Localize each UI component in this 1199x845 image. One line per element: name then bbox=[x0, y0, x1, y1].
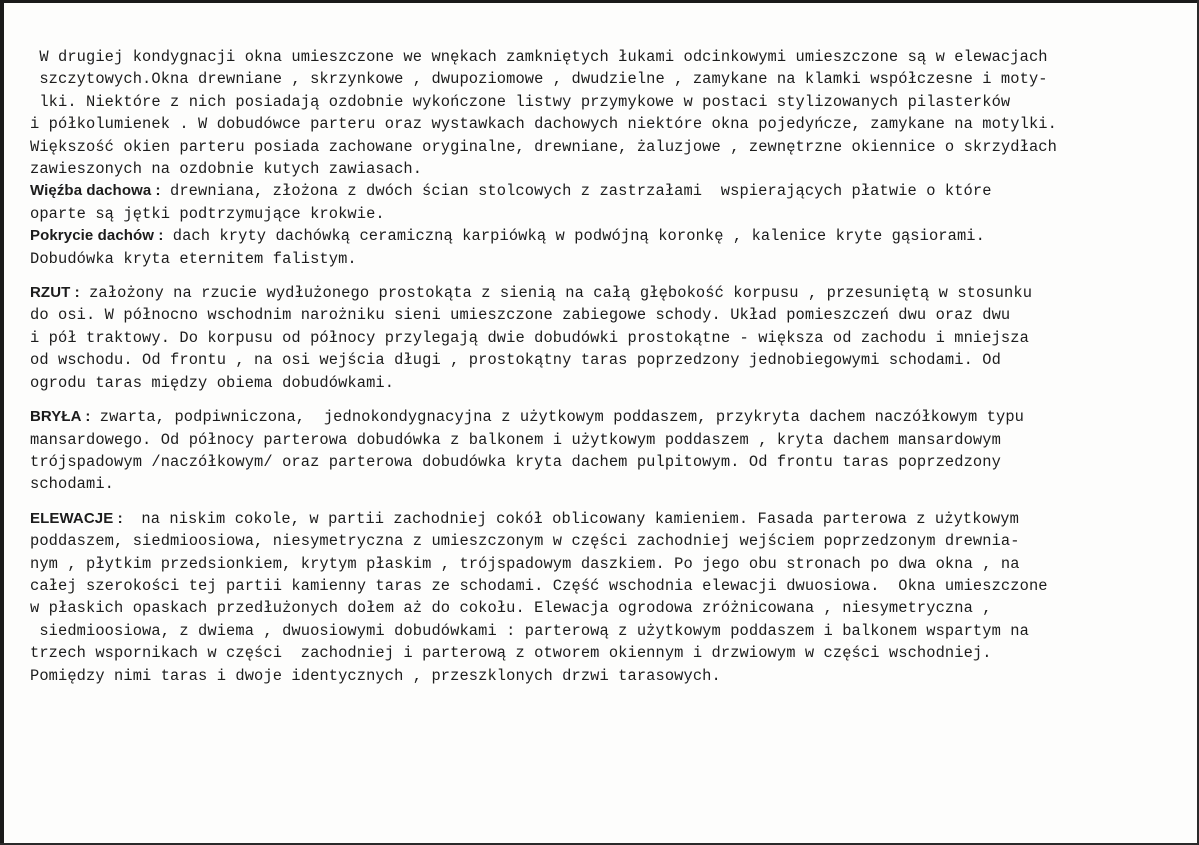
text-line: w płaskich opaskach przedłużonych dołem aż do cokołu. Elewacja ogrodowa zróżnicowana , niesymetryczna , bbox=[30, 599, 992, 618]
paragraph-windows bbox=[30, 46, 1180, 180]
section-heading-roofing: Pokrycie dachów : bbox=[30, 227, 164, 245]
text-line: do osi. W północno wschodnim narożniku sieni umieszczone zabiegowe schody. Układ pomieszczeń dwu oraz dwu bbox=[30, 306, 1011, 325]
text-line: Większość okien parteru posiada zachowane oryginalne, drewniane, żaluzjowe , zewnętrzne okiennice o skrzydłach bbox=[30, 137, 1057, 156]
text-line: siedmioosiowa, z dwiema , dwuosiowymi dobudówkami : parterową z użytkowym poddaszem i balkonem wspartym na bbox=[30, 621, 1029, 640]
text-line bbox=[30, 508, 1180, 530]
paragraph-roof-truss bbox=[30, 180, 1180, 225]
spacer bbox=[30, 270, 1180, 282]
text-line: całej szerokości tej partii kamienny taras ze schodami. Część wschodnia elewacji dwuosiowa. Okna umieszczone bbox=[30, 576, 1048, 595]
spacer bbox=[30, 394, 1180, 406]
text-line: Pomiędzy nimi taras i dwoje identycznych , przeszklonych drzwi tarasowych. bbox=[30, 666, 721, 685]
scan-border-top bbox=[0, 0, 1199, 3]
text-line: ogrodu taras między obiema dobudówkami. bbox=[30, 373, 395, 392]
text-line bbox=[30, 282, 1180, 304]
text-line bbox=[30, 406, 1180, 428]
text-run: zwarta, podpiwniczona, jednokondygnacyjna z użytkowym poddaszem, przykryta dachem naczółkowym typu bbox=[90, 408, 1025, 427]
text-run: na niskim cokole, w partii zachodniej cokół oblicowany kamieniem. Fasada parterowa z użytkowym bbox=[122, 509, 1019, 528]
section-heading-elevations: ELEWACJE : bbox=[30, 509, 123, 527]
section-heading-plan: RZUT : bbox=[30, 284, 80, 302]
text-line: trójspadowym /naczółkowym/ oraz parterowa dobudówka kryta dachem pulpitowym. Od frontu taras poprzedzony bbox=[30, 452, 1001, 471]
text-line: lki. Niektóre z nich posiadają ozdobnie wykończone listwy przymykowe w postaci stylizowanych pilasterków bbox=[30, 92, 1011, 111]
text-run: założony na rzucie wydłużonego prostokąta z sienią na całą głębokość korpusu , przesuniętą w stosunku bbox=[79, 284, 1033, 303]
text-line: szczytowych.Okna drewniane , skrzynkowe , dwupoziomowe , dwudzielne , zamykane na klamki współczesne i moty- bbox=[30, 70, 1048, 89]
paragraph-plan bbox=[30, 282, 1180, 394]
text-line: zawieszonych na ozdobnie kutych zawiasach. bbox=[30, 160, 423, 179]
text-line: W drugiej kondygnacji okna umieszczone we wnękach zamkniętych łukami odcinkowymi umieszczone są w elewacjach bbox=[30, 48, 1048, 66]
section-heading-roof-truss: Więźba dachowa : bbox=[30, 182, 161, 200]
spacer bbox=[30, 496, 1180, 508]
section-heading-massing: BRYŁA : bbox=[30, 408, 91, 426]
text-line: nym , płytkim przedsionkiem, krytym płaskim , trójspadowym daszkiem. Po jego obu stronach po dwa okna , na bbox=[30, 554, 1020, 573]
text-run: dach kryty dachówką ceramiczną karpiówką w podwójną koronkę , kalenice kryte gąsiorami. bbox=[163, 227, 985, 246]
paragraph-roofing bbox=[30, 225, 1180, 270]
text-line: schodami. bbox=[30, 475, 115, 494]
paragraph-massing bbox=[30, 406, 1180, 496]
scan-border-left bbox=[0, 0, 4, 845]
text-line: i pół traktowy. Do korpusu od północy przylegają dwie dobudówki prostokątne - większa od zachodu i mniejsza bbox=[30, 328, 1029, 347]
text-line: oparte są jętki podtrzymujące krokwie. bbox=[30, 204, 385, 223]
text-line: Dobudówka kryta eternitem falistym. bbox=[30, 249, 357, 268]
text-line: trzech wspornikach w części zachodniej i parterową z otworem okiennym i drzwiowym w części wschodniej. bbox=[30, 644, 992, 663]
text-line: mansardowego. Od północy parterowa dobudówka z balkonem i użytkowym poddaszem , kryta dachem mansardowym bbox=[30, 430, 1001, 449]
text-line bbox=[30, 225, 1180, 247]
text-line: i półkolumienek . W dobudówce parteru oraz wystawkach dachowych niektóre okna pojedyńcze, zamykane na motylki. bbox=[30, 115, 1057, 134]
text-run: drewniana, złożona z dwóch ścian stolcowych z zastrzałami wspierających płatwie o które bbox=[160, 182, 992, 201]
typewritten-text bbox=[30, 46, 1180, 687]
text-line: poddaszem, siedmioosiowa, niesymetryczna z umieszczonym w części zachodniej wejściem poprzedzonym drewnia- bbox=[30, 532, 1020, 551]
text-line: od wschodu. Od frontu , na osi wejścia długi , prostokątny taras poprzedzony jednobiegowymi schodami. Od bbox=[30, 351, 1001, 370]
text-line bbox=[30, 180, 1180, 202]
paragraph-elevations bbox=[30, 508, 1180, 687]
